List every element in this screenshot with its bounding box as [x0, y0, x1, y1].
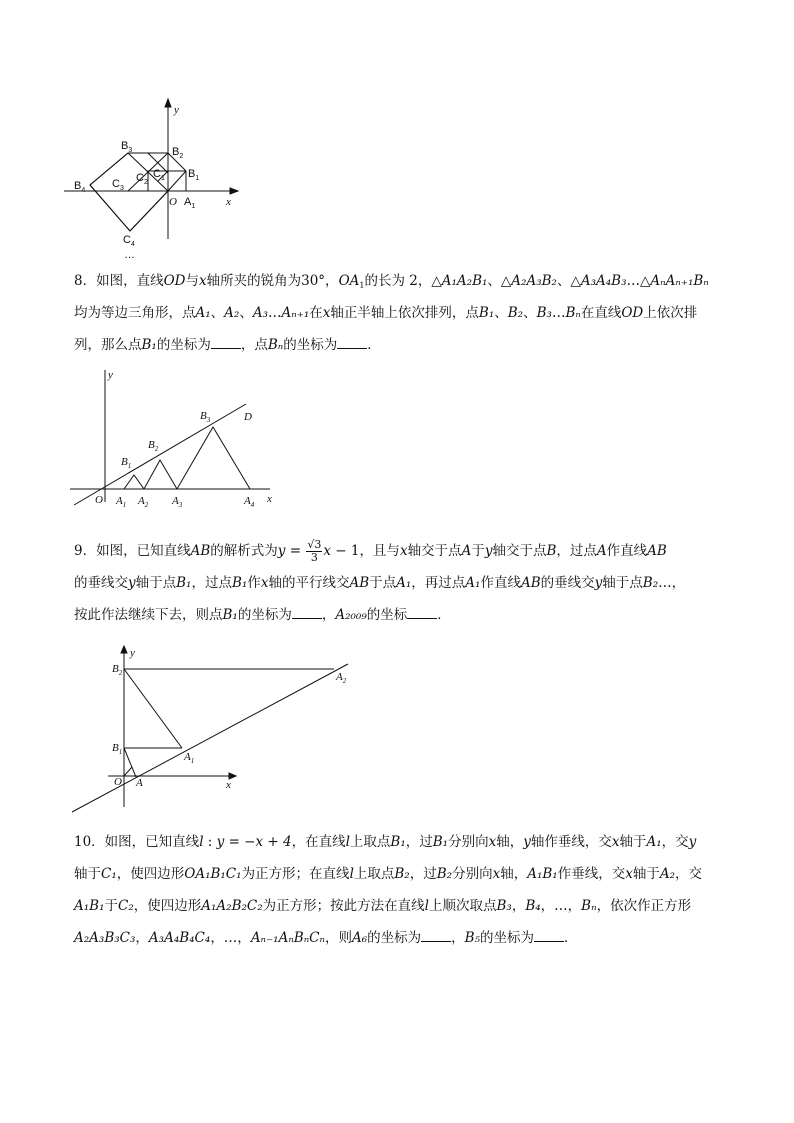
problem-10-line-4: A₂A₃B₃C₃，A₃A₄B₄C₄，…，Aₙ₋₁AₙBₙCₙ，则A₆的坐标为 ，B₅的坐标为 ． [74, 930, 578, 946]
x-label: x [267, 493, 272, 505]
answer-blank[interactable] [534, 929, 564, 942]
label-a: A [136, 777, 143, 789]
label-a1: $A_1$ [184, 751, 195, 765]
problem-9-line-3: 按此作法继续下去，则点B₁的坐标为 ，A₂₀₀₉的坐标 ． [74, 607, 451, 623]
figure-equilateral-triangles [60, 362, 290, 517]
y-label: y [174, 104, 179, 116]
label-a2: $A_2$ [138, 495, 149, 509]
figure-perpendicular-construction [66, 642, 366, 817]
label-a4: $A_4$ [244, 495, 255, 509]
problem-9-line-2: 的垂线交y轴于点B₁，过点B₁作x轴的平行线交AB于点A₁，再过点A₁作直线AB的垂线交y轴于点B₂…， [74, 575, 686, 591]
fraction: $\frac{√3}{3}$ [307, 538, 322, 564]
label-b3: $B_3$ [121, 140, 133, 154]
y-label: y [108, 369, 113, 381]
label-a1: $A_1$ [116, 495, 127, 509]
label-c4: $C_4$ [123, 234, 135, 248]
problem-8-line-2: 均为等边三角形，点A₁、A₂、A₃…Aₙ₊₁在x轴正半轴上依次排列，点B₁、B₂、B₃…Bₙ在直线OD上依次排 [74, 305, 698, 321]
label-c1: $C_1$ [153, 168, 165, 182]
line-ab [72, 664, 348, 812]
label-b1: $B_1$ [121, 456, 132, 470]
problem-10-line-2: 轴于C₁，使四边形OA₁B₁C₁为正方形；在直线l上取点B₂，过B₂分别向x轴，A₁B₁作垂线，交x轴于A₂，交 [74, 866, 702, 882]
y-label: y [130, 647, 135, 659]
label-a2: $A_2$ [336, 671, 347, 685]
answer-blank[interactable] [407, 606, 437, 619]
label-d: D [244, 411, 252, 423]
x-label: x [226, 779, 231, 791]
answer-blank[interactable] [421, 929, 451, 942]
problem-8-line-1: 8．如图，直线OD与x轴所夹的锐角为30°，$OA_1$的长为 2，△A₁A₂B₁、△A₂A₃B₂、△A₃A₄B₃…△AₙAₙ₊₁Bₙ [74, 273, 709, 290]
problem-9 [74, 535, 734, 631]
figure-squares-rotation [60, 95, 260, 265]
label-b1: $B_1$ [188, 168, 200, 182]
label-b2: $B_2$ [112, 663, 123, 677]
label-b4: $B_4$ [74, 180, 86, 194]
answer-blank[interactable] [292, 606, 322, 619]
label-b2: $B_2$ [148, 439, 159, 453]
label-c3: $C_3$ [112, 178, 124, 192]
answer-blank[interactable] [337, 336, 367, 349]
problem-10-line-1: 10．如图，已知直线l : y = −x + 4，在直线l上取点B₁，过B₁分别向x轴，y轴作垂线，交x轴于A₁，交y [74, 834, 697, 850]
label-b3: $B_3$ [200, 410, 211, 424]
label-a1: $A_1$ [184, 196, 196, 210]
answer-blank[interactable] [211, 336, 241, 349]
x-label: x [226, 196, 231, 208]
label-b2: $B_2$ [172, 146, 184, 160]
problem-8 [74, 265, 734, 361]
label-b1: $B_1$ [112, 742, 123, 756]
origin-label: O [169, 196, 177, 208]
label-a3: $A_3$ [172, 495, 183, 509]
label-c2: $C_2$ [136, 172, 148, 186]
problem-10-line-3: A₁B₁于C₂，使四边形A₁A₂B₂C₂为正方形；按此方法在直线l上顺次取点B₃，B₄，…，Bₙ，依次作正方形 [74, 898, 692, 914]
ellipsis-label: … [124, 249, 135, 261]
problem-9-line-1: 9．如图，已知直线AB的解析式为y = $\frac{√3}{3}$ x − 1，且与x轴交于点A于y轴交于点B，过点A作直线AB [74, 538, 667, 564]
problem-8-line-3: 列，那么点B₁的坐标为 ，点Bₙ的坐标为 ． [74, 337, 381, 353]
problem-10 [74, 826, 734, 954]
line-od [74, 404, 246, 505]
origin-label: O [95, 494, 103, 506]
origin-label: O [114, 776, 122, 788]
